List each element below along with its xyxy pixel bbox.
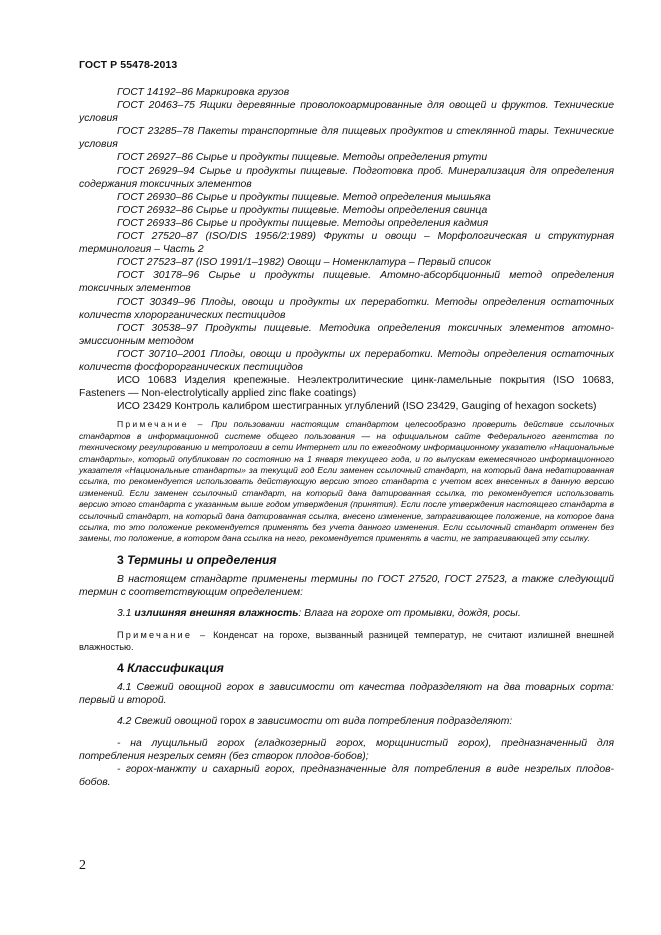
reference-item: ГОСТ 30178–96 Сырье и продукты пищевые. Атомно-абсорбционный метод определения токсичных элементов [79, 270, 614, 295]
reference-item: ГОСТ 20463–75 Ящики деревянные проволокоармированные для овощей и фруктов. Технические условия [79, 100, 614, 125]
clause-text-a: Свежий овощной [134, 716, 218, 728]
list-item-text: плодов-бобов. [79, 764, 614, 789]
clause-4-2 [79, 715, 614, 728]
section-number: 4 [117, 660, 124, 675]
section-3-intro: В настоящем стандарте применены термины по ГОСТ 27520, ГОСТ 27523, а также следующий термин с соответствующим определением: [79, 573, 614, 599]
term: излишняя внешняя влажность [134, 608, 299, 620]
clause-text-c: в зависимости от вида потребления подразделяют: [248, 716, 513, 728]
section-4-body [79, 681, 614, 790]
section-title: Классификация [127, 660, 224, 675]
reference-item: ГОСТ 26933–86 Сырье и продукты пищевые. Методы определения кадмия [117, 217, 489, 229]
reference-item: ГОСТ 26927–86 Сырье и продукты пищевые. Методы определения ртути [117, 152, 488, 164]
term-number: 3.1 [117, 608, 132, 620]
term-note-label: Примечание – [117, 629, 208, 640]
list-item-text: - горох-манжту и сахарный горох, предназначенные для потребления в виде [117, 764, 520, 776]
list-item [79, 737, 614, 764]
reference-item: ГОСТ 26930–86 Сырье и продукты пищевые. Метод определения мышьяка [117, 191, 491, 203]
term-definition [79, 607, 614, 620]
normative-references-list [79, 86, 614, 413]
page-content [79, 86, 614, 790]
term-note-text: Конденсат на горохе, вызванный разницей температур, не считают излишней внешней влажностью. [79, 629, 614, 652]
list-item [79, 763, 614, 790]
clause-text-b: горох [220, 716, 247, 728]
reference-item: ГОСТ 30710–2001 Плоды, овощи и продукты их переработки. Методы определения остаточных количеств фосфорорганических пестицидов [79, 348, 614, 373]
list-item-emphasis: незрелых семян [147, 750, 227, 762]
clause-number: 4.2 [117, 716, 132, 728]
note-text: При пользовании настоящим стандартом целесообразно проверить действие ссылочных стандартов в информационной системе общего пользования — на официальном сайте Федерального агентства по техническому регулированию и метрологии в сети Интернет или по ежегодному информационному указателю «Национальные стандарты», который опубликован по состоянию на 1 января текущего года, и по выпускам ежемесячного информационного указателя «Национальные стандарты» за текущий год Если заменен ссылочный стандарт, на который дана недатированная ссылка, то рекомендуется использовать действующую версию этого стандарта с учетом всех внесенных в данную версию изменений. Если заменен ссылочный стандарт, на который дана датированная ссылка, то рекомендуется использовать версию этого стандарта с указанным выше годом утверждения (принятия). Если после утверждения настоящего стандарта в ссылочный стандарт, на который дана датированная ссылка, внесено изменение, затрагивающее положение, на которое дана ссылка, то это положение рекомендуется применять без учета данного изменения. Если ссылочный стандарт отменен без замены, то положение, в котором дана ссылка на него, рекомендуется применять в части, не затрагивающей эту ссылку. [79, 419, 614, 544]
reference-item: ГОСТ 30349–96 Плоды, овощи и продукты их переработки. Методы определения остаточных количеств хлорорганических пестицидов [79, 296, 614, 321]
clause-4-1: 4.1 Свежий овощной горох в зависимости от качества подразделяют на два товарных сорта: первый и второй. [79, 681, 614, 706]
section-4-heading [117, 661, 614, 675]
list-item-text: (без створок плодов-бобов); [228, 750, 369, 762]
reference-item: ГОСТ 14192–86 Маркировка грузов [117, 87, 290, 98]
list-item-emphasis: незрелых [524, 764, 571, 776]
reference-item: ГОСТ 27523–87 (ISO 1991/1–1982) Овощи – Номенклатура – Первый список [117, 257, 491, 269]
reference-item: ГОСТ 30538–97 Продукты пищевые. Методика определения токсичных элементов атомно-эмиссионным методом [79, 322, 614, 347]
note-label: Примечание – [117, 419, 205, 430]
term-note [79, 629, 614, 653]
reference-item: ИСО 23429 Контроль калибром шестигранных углублений (ISO 23429, Gauging of hexagon sockets) [117, 401, 597, 413]
document-header: ГОСТ Р 55478-2013 [79, 59, 178, 71]
term-definition-text: : Влага на горохе от промывки, дождя, росы. [298, 608, 521, 620]
page-number: 2 [79, 858, 86, 873]
reference-item: ГОСТ 26932–86 Сырье и продукты пищевые. Методы определения свинца [117, 204, 488, 216]
reference-item: ГОСТ 27520–87 (ISO/DIS 1956/2:1989) Фрукты и овощи – Морфологическая и структурная терминология – Часть 2 [79, 231, 614, 256]
reference-item: ИСО 10683 Изделия крепежные. Неэлектролитические цинк-ламельные покрытия (ISO 10683, Fasteners — Non-electrolytically applied zinc flake coatings) [79, 375, 614, 400]
section-3-heading [117, 553, 614, 567]
reference-item: ГОСТ 23285–78 Пакеты транспортные для пищевых продуктов и стеклянной тары. Технические условия [79, 126, 614, 151]
reference-item: ГОСТ 26929–94 Сырье и продукты пищевые. Подготовка проб. Минерализация для определения содержания токсичных элементов [79, 165, 614, 190]
list-item-text: - на лущильный горох (гладкозерный горох, морщинистый горох), предназначенный для потребления [79, 737, 614, 762]
section-3-body [79, 573, 614, 653]
section-number: 3 [117, 552, 124, 567]
section-title: Термины и определения [127, 552, 277, 567]
references-note [79, 419, 614, 544]
